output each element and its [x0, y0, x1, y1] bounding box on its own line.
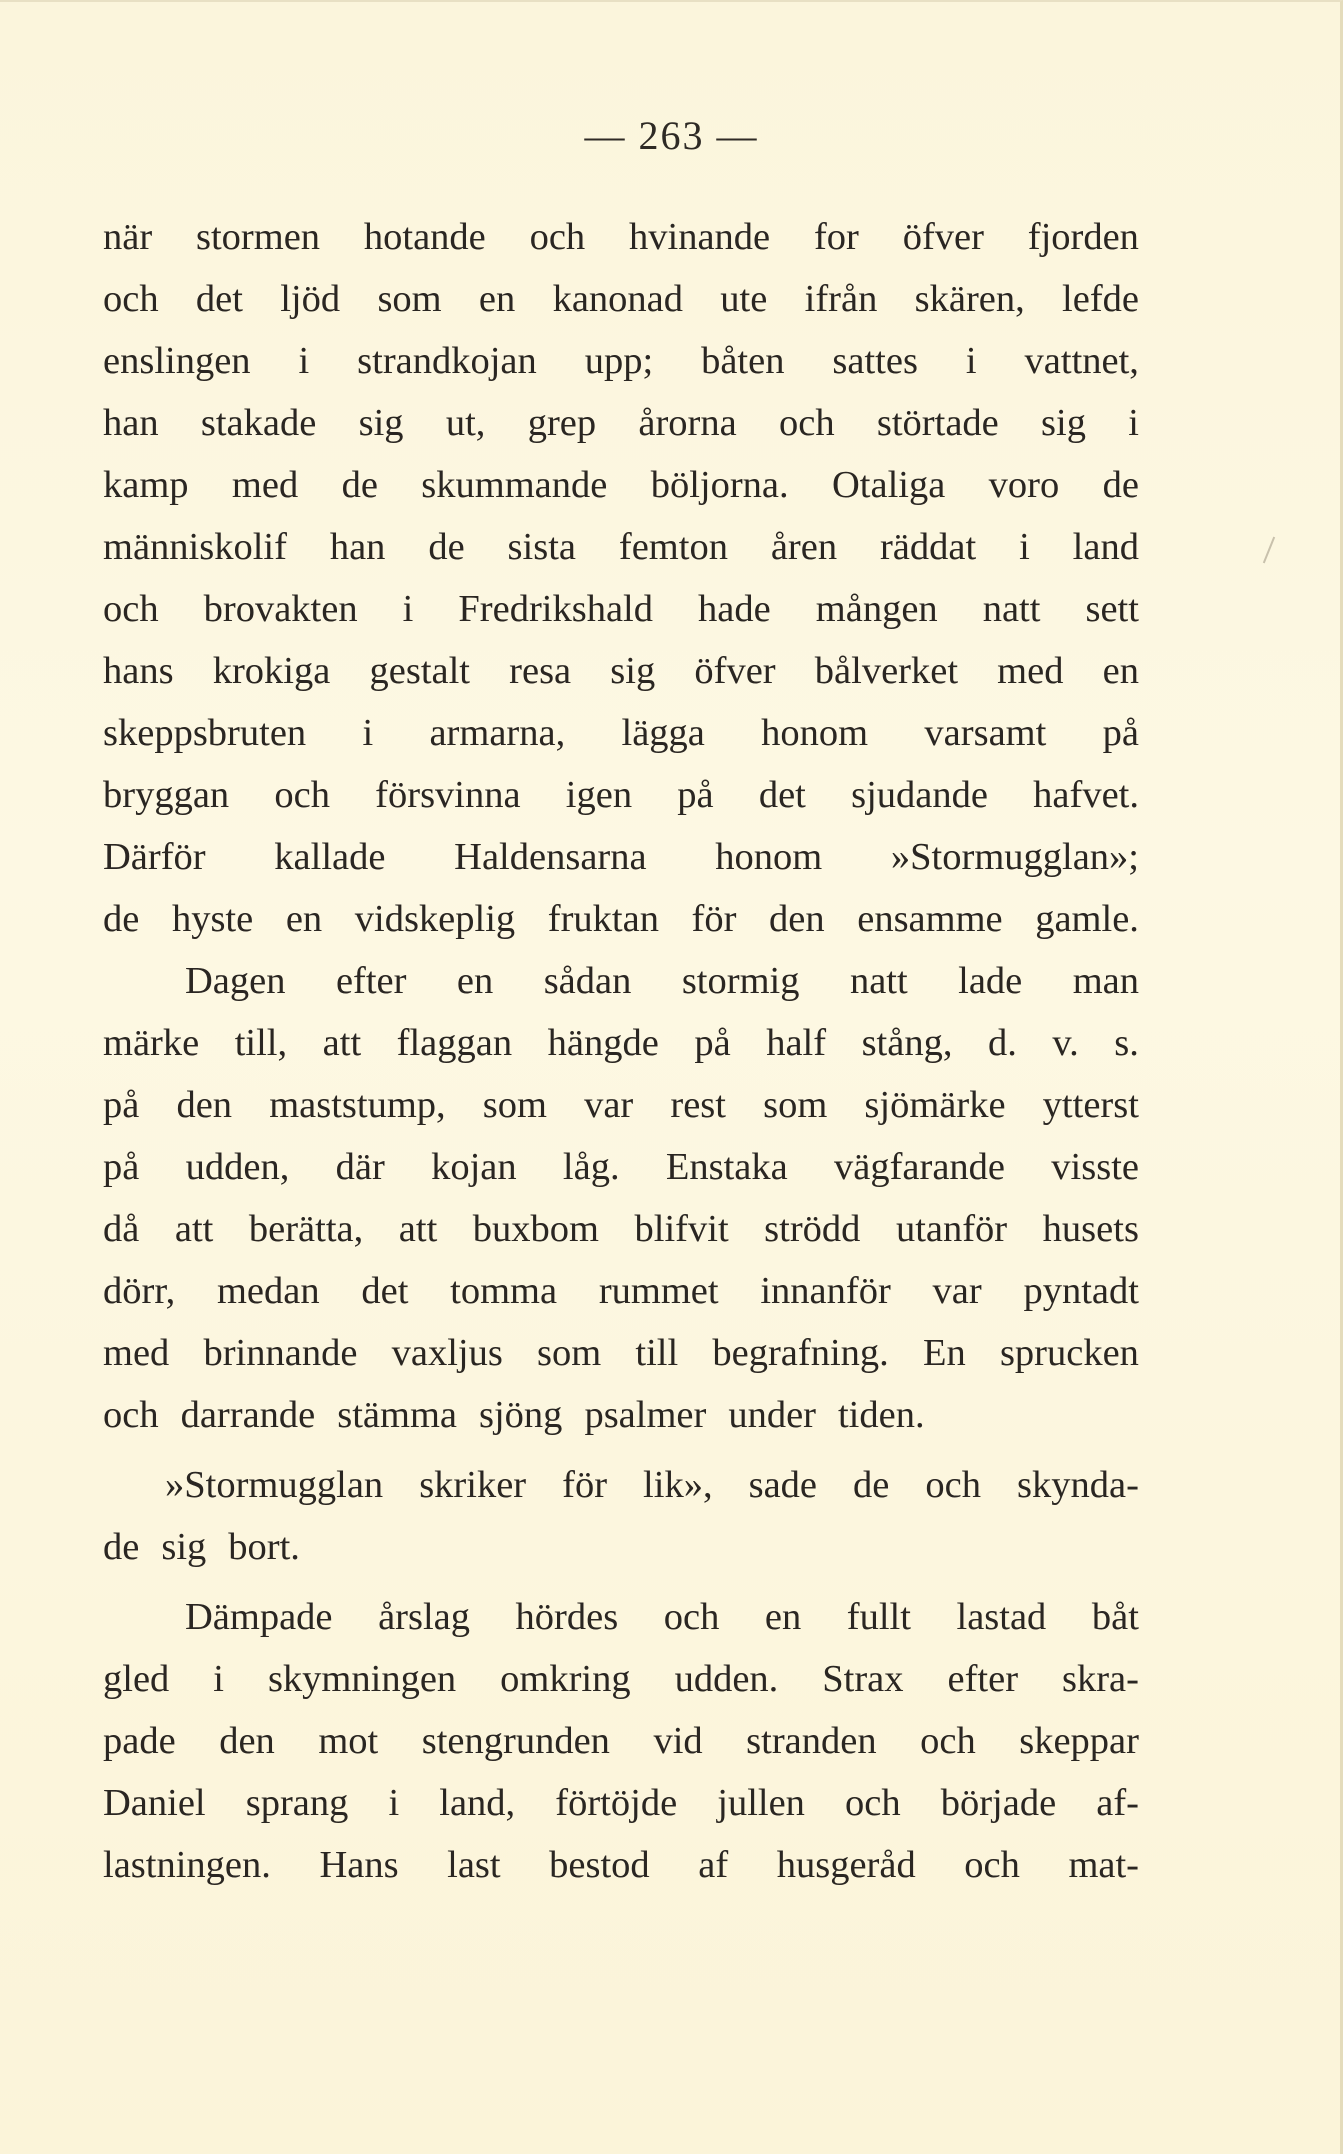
word: hans [103, 650, 174, 692]
word: gamle. [1035, 898, 1139, 940]
word: sjöng [479, 1394, 563, 1436]
word: strandkojan [357, 340, 537, 382]
text-line [103, 454, 1139, 516]
word: i [362, 712, 374, 754]
word: pyntadt [1023, 1270, 1139, 1312]
word: last [447, 1844, 501, 1886]
word: vattnet, [1024, 340, 1139, 382]
word: försvinna [375, 774, 521, 816]
word: brinnande [203, 1332, 358, 1374]
word: bort. [228, 1526, 300, 1568]
word: fruktan [547, 898, 659, 940]
word: kamp [103, 464, 189, 506]
word: Därför [103, 836, 206, 878]
word: räddat [879, 526, 977, 568]
word: half [766, 1022, 827, 1064]
word: fjorden [1027, 216, 1139, 258]
word: En [922, 1332, 966, 1374]
word: när [103, 216, 153, 258]
word: en [285, 898, 323, 940]
word: de [103, 1526, 140, 1568]
word: hördes [515, 1596, 619, 1638]
word: och [529, 216, 586, 258]
word: Hans [319, 1844, 399, 1886]
text-line [103, 1136, 1139, 1198]
text-line [103, 950, 1139, 1012]
word: sjömärke [864, 1084, 1006, 1126]
word: omkring [500, 1658, 631, 1700]
word: blifvit [634, 1208, 729, 1250]
word: sattes [832, 340, 918, 382]
word: ute [720, 278, 768, 320]
word: hade [698, 588, 771, 630]
text-line [103, 578, 1139, 640]
word: upp; [584, 340, 654, 382]
word: Enstaka [665, 1146, 788, 1188]
word: bryggan [103, 774, 230, 816]
word: en [764, 1596, 802, 1638]
word: sprucken [999, 1332, 1139, 1374]
word: sig [358, 402, 404, 444]
word: sig [1041, 402, 1086, 444]
word: för [691, 898, 737, 940]
word: vid [653, 1720, 703, 1762]
text-line [103, 1454, 1139, 1516]
word: femton [618, 526, 728, 568]
word: båten [701, 340, 785, 382]
word: vidskeplig [354, 898, 516, 940]
word: berätta, [248, 1208, 364, 1250]
word: innanför [760, 1270, 891, 1312]
word: resa [509, 650, 572, 692]
word: man [1072, 960, 1139, 1002]
word: af- [1096, 1782, 1139, 1824]
word: bestod [549, 1844, 650, 1886]
word: då [103, 1208, 140, 1250]
word: visste [1051, 1146, 1139, 1188]
word: lastad [956, 1596, 1047, 1638]
word: och [845, 1782, 901, 1824]
word: ut, [445, 402, 486, 444]
word: märke [103, 1022, 200, 1064]
word: »Stormugglan»; [890, 836, 1139, 878]
word: stormen [196, 216, 321, 258]
text-line [103, 1260, 1139, 1322]
word: honom [761, 712, 869, 754]
word: d. [987, 1022, 1017, 1064]
word: i [213, 1658, 224, 1700]
text-line [103, 516, 1139, 578]
word: medan [216, 1270, 320, 1312]
word: under [728, 1394, 816, 1436]
word: de [103, 898, 140, 940]
text-line [103, 1516, 1139, 1578]
word: och [103, 1394, 159, 1436]
word: sett [1085, 588, 1139, 630]
word: af [698, 1844, 729, 1886]
word: udden. [674, 1658, 779, 1700]
word: ytterst [1042, 1084, 1139, 1126]
word: att [322, 1022, 362, 1064]
word: begrafning. [712, 1332, 889, 1374]
word: i [965, 340, 977, 382]
text-line [103, 1074, 1139, 1136]
word: i [388, 1782, 400, 1824]
word: och [103, 588, 159, 630]
word: de [1102, 464, 1139, 506]
word: med [103, 1332, 170, 1374]
word: psalmer [584, 1394, 707, 1436]
word: låg. [562, 1146, 620, 1188]
word: båt [1091, 1596, 1139, 1638]
word: på [677, 774, 714, 816]
word: sista [507, 526, 576, 568]
word: kallade [274, 836, 386, 878]
word: att [398, 1208, 438, 1250]
word: han [103, 402, 159, 444]
word: böljorna. [650, 464, 789, 506]
word: buxbom [472, 1208, 599, 1250]
word: det [195, 278, 243, 320]
word: årorna [638, 402, 737, 444]
word: Fredrikshald [458, 588, 653, 630]
word: strödd [764, 1208, 861, 1250]
word: de [341, 464, 378, 506]
body-text [103, 206, 1139, 1896]
word: ifrån [804, 278, 878, 320]
word: vaxljus [391, 1332, 503, 1374]
word: som [763, 1084, 828, 1126]
word: i [1019, 526, 1030, 568]
word: skeppar [1019, 1720, 1139, 1762]
word: husets [1042, 1208, 1139, 1250]
word: och [920, 1720, 976, 1762]
word: åren [770, 526, 838, 568]
word: efter [335, 960, 407, 1002]
word: udden, [185, 1146, 290, 1188]
word: for [813, 216, 859, 258]
word: hotande [363, 216, 486, 258]
word: krokiga [212, 650, 331, 692]
word: skymningen [267, 1658, 457, 1700]
word: med [231, 464, 299, 506]
word: grep [527, 402, 597, 444]
word: enslingen [103, 340, 251, 382]
word: de [853, 1464, 890, 1506]
word: skeppsbruten [103, 712, 307, 754]
word: som [482, 1084, 547, 1126]
word: stång, [861, 1022, 953, 1064]
word: ensamme [857, 898, 1003, 940]
word: hängde [547, 1022, 659, 1064]
word: skynda- [1017, 1464, 1139, 1506]
word: Dämpade [185, 1596, 333, 1638]
page-number: — 263 — [584, 113, 759, 158]
word: lik», [643, 1464, 713, 1506]
word: ljöd [280, 278, 341, 320]
word: utanför [895, 1208, 1008, 1250]
text-line [103, 1012, 1139, 1074]
word: gestalt [369, 650, 470, 692]
word: »Stormugglan [165, 1464, 384, 1506]
word: fullt [846, 1596, 911, 1638]
word: stengrunden [421, 1720, 610, 1762]
word: s. [1114, 1022, 1139, 1064]
text-line [103, 1586, 1139, 1648]
word: mången [815, 588, 938, 630]
word: en [456, 960, 494, 1002]
word: tomma [450, 1270, 558, 1312]
word: tiden. [837, 1394, 925, 1436]
word: stakade [200, 402, 317, 444]
word: för [562, 1464, 608, 1506]
word: rest [670, 1084, 726, 1126]
word: var [584, 1084, 634, 1126]
word: natt [849, 960, 908, 1002]
word: en [1102, 650, 1139, 692]
word: stormig [681, 960, 800, 1002]
word: varsamt [924, 712, 1047, 754]
text-line [103, 888, 1139, 950]
word: husgeråd [776, 1844, 916, 1886]
word: Daniel [103, 1782, 206, 1824]
word: i [298, 340, 310, 382]
word: voro [988, 464, 1060, 506]
word: stranden [746, 1720, 877, 1762]
word: lastningen. [103, 1844, 271, 1886]
word: och [779, 402, 835, 444]
word: och [663, 1596, 720, 1638]
word: var [932, 1270, 982, 1312]
word: rummet [598, 1270, 719, 1312]
word: jullen [717, 1782, 805, 1824]
word: de [428, 526, 465, 568]
word: människolif [103, 526, 287, 568]
word: efter [947, 1658, 1019, 1700]
word: och [274, 774, 330, 816]
margin-mark [1263, 537, 1275, 564]
word: sjudande [851, 774, 988, 816]
text-line [103, 392, 1139, 454]
word: natt [982, 588, 1041, 630]
text-line [103, 1648, 1139, 1710]
word: öfver [694, 650, 776, 692]
word: Dagen [185, 960, 286, 1002]
word: på [1102, 712, 1139, 754]
word: darrande [180, 1394, 316, 1436]
word: i [402, 588, 414, 630]
word: brovakten [203, 588, 358, 630]
word: på [103, 1146, 140, 1188]
word: på [103, 1084, 140, 1126]
word: honom [715, 836, 823, 878]
text-line [103, 764, 1139, 826]
word: pade [103, 1720, 176, 1762]
word: skummande [421, 464, 608, 506]
word: började [940, 1782, 1057, 1824]
text-line [103, 1198, 1139, 1260]
word: maststump, [269, 1084, 446, 1126]
word: lade [958, 960, 1023, 1002]
word: dörr, [103, 1270, 176, 1312]
word: vägfarande [834, 1146, 1006, 1188]
word: med [997, 650, 1064, 692]
word: skra- [1061, 1658, 1139, 1700]
word: skären, [914, 278, 1025, 320]
word: till, [234, 1022, 288, 1064]
word: sådan [543, 960, 632, 1002]
text-line [103, 330, 1139, 392]
word: till [635, 1332, 679, 1374]
word: sade [748, 1464, 818, 1506]
text-line [103, 206, 1139, 268]
word: stämma [337, 1394, 457, 1436]
word: att [174, 1208, 214, 1250]
word: igen [565, 774, 633, 816]
text-line [103, 702, 1139, 764]
word: och [103, 278, 159, 320]
text-line [103, 1384, 1139, 1446]
word: sig [610, 650, 656, 692]
word: som [377, 278, 442, 320]
word: flaggan [396, 1022, 513, 1064]
word: störtade [876, 402, 999, 444]
word: hyste [171, 898, 254, 940]
word: sprang [245, 1782, 349, 1824]
text-line [103, 1322, 1139, 1384]
word: öfver [902, 216, 984, 258]
word: och [925, 1464, 981, 1506]
word: en [478, 278, 516, 320]
text-line [103, 1710, 1139, 1772]
word: skriker [419, 1464, 527, 1506]
word: han [329, 526, 386, 568]
word: mot [318, 1720, 379, 1762]
word: sig [161, 1526, 207, 1568]
text-line [103, 640, 1139, 702]
word: land, [439, 1782, 516, 1824]
word: på [694, 1022, 731, 1064]
word: förtöjde [555, 1782, 678, 1824]
word: kojan [431, 1146, 517, 1188]
word: hafvet. [1033, 774, 1139, 816]
text-line [103, 268, 1139, 330]
text-line [103, 1772, 1139, 1834]
word: armarna, [429, 712, 566, 754]
word: det [361, 1270, 409, 1312]
word: den [769, 898, 825, 940]
word: mat- [1068, 1844, 1139, 1886]
word: den [219, 1720, 275, 1762]
word: lägga [621, 712, 705, 754]
word: det [758, 774, 806, 816]
word: v. [1052, 1022, 1079, 1064]
word: den [176, 1084, 233, 1126]
word: Haldensarna [454, 836, 647, 878]
word: bålverket [814, 650, 959, 692]
word: Otaliga [831, 464, 946, 506]
word: Strax [822, 1658, 904, 1700]
word: som [537, 1332, 602, 1374]
word: i [1128, 402, 1139, 444]
word: där [335, 1146, 385, 1188]
word: årslag [378, 1596, 470, 1638]
word: och [964, 1844, 1020, 1886]
word: land [1072, 526, 1139, 568]
word: kanonad [552, 278, 683, 320]
word: hvinande [629, 216, 771, 258]
word: gled [103, 1658, 170, 1700]
text-line [103, 826, 1139, 888]
text-line [103, 1834, 1139, 1896]
word: lefde [1062, 278, 1139, 320]
